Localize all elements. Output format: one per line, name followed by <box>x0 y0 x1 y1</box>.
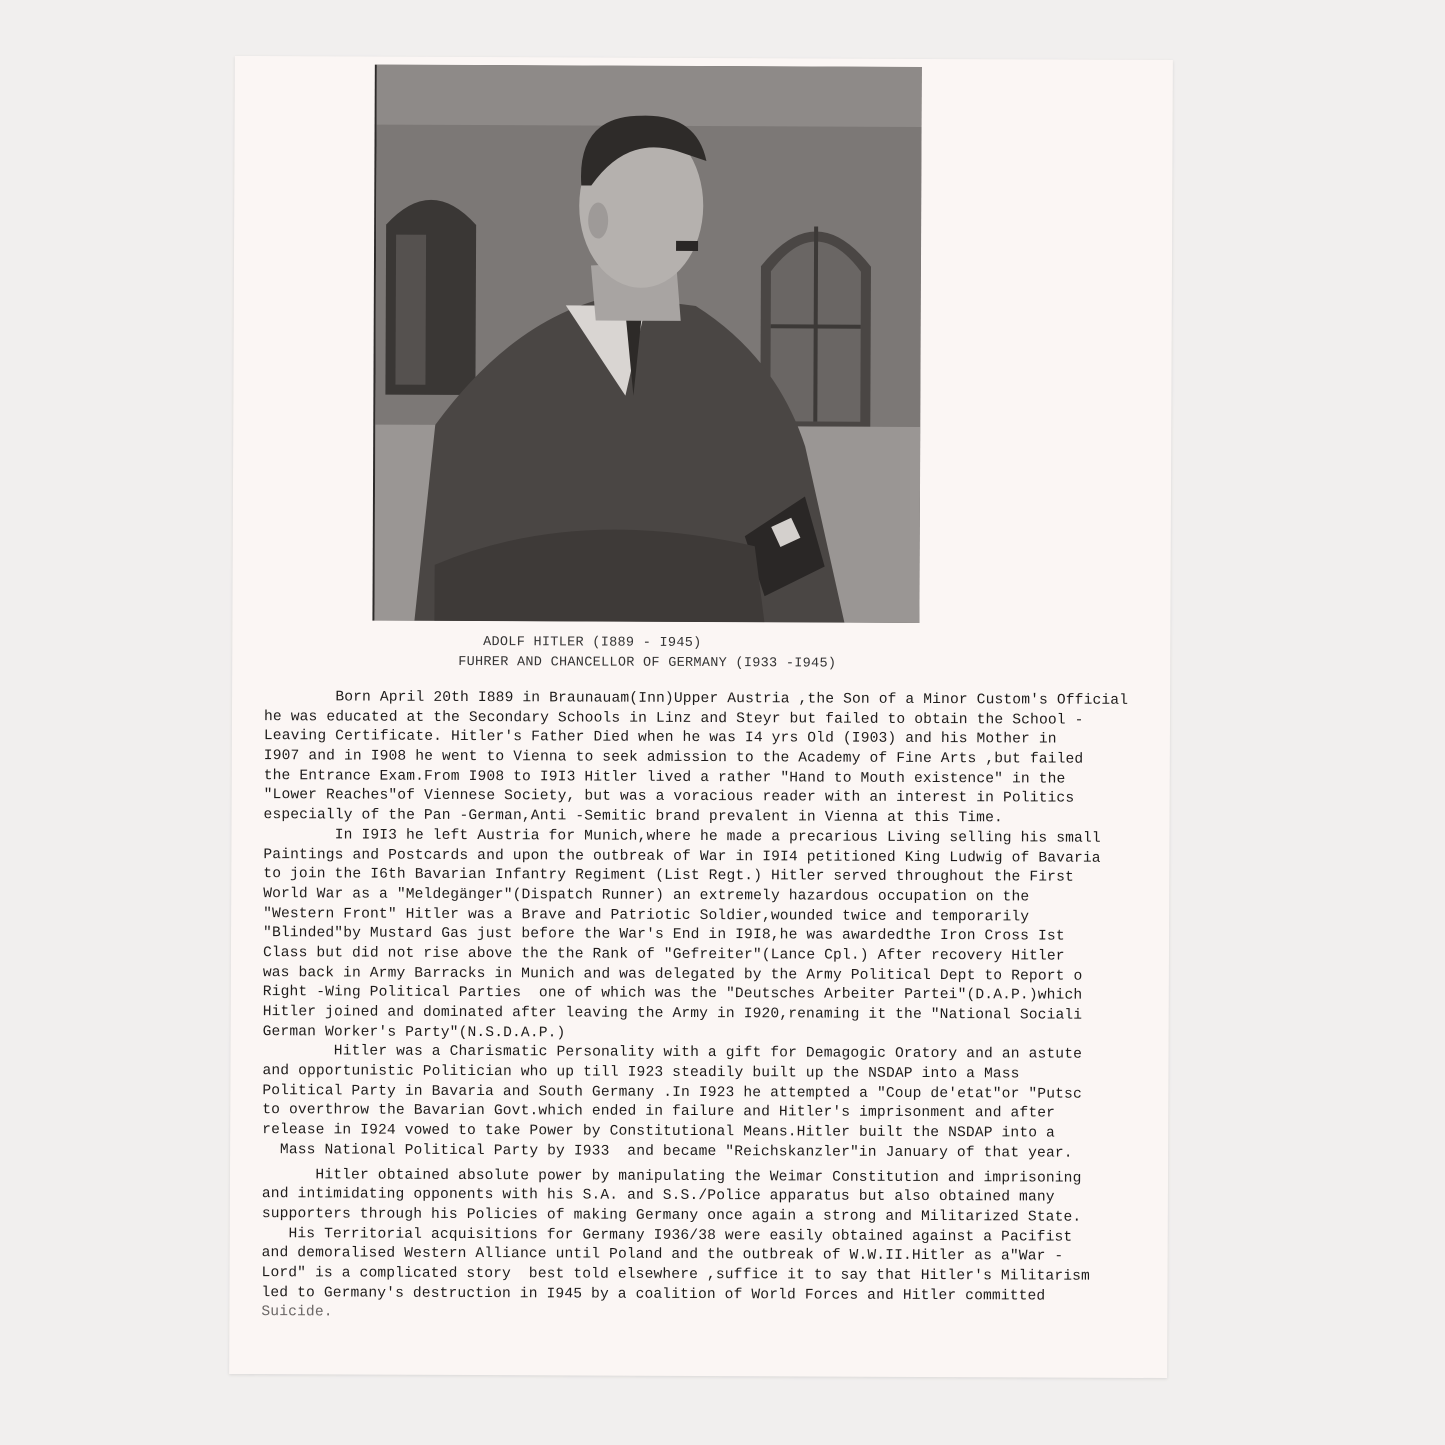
text-line: I907 and in I908 he went to Vienna to seek admission to the Academy of Fine Arts ,but failed <box>263 748 1084 768</box>
text-line: "Blinded"by Mustard Gas just before the War's End in I9I8,he was awardedthe Iron Cross Ist <box>263 925 1065 945</box>
text-line: "Western Front" Hitler was a Brave and Patriotic Soldier,wounded twice and temporarily <box>263 905 1030 925</box>
text-line: Right -Wing Political Parties one of which was the "Deutsches Arbeiter Partei"(D.A.P.)which <box>262 984 1083 1004</box>
text-line: Paintings and Postcards and upon the outbreak of War in I9I4 petitioned King Ludwig of Bavaria <box>263 846 1101 867</box>
document-sheet <box>229 56 1173 1378</box>
text-line: he was educated at the Secondary Schools in Linz and Steyr but failed to obtain the School - <box>263 708 1084 729</box>
text-line: Lord" is a complicated story best told elsewhere ,suffice it to say that Hitler's Militarism <box>261 1265 1091 1285</box>
text-line: to overthrow the Bavarian Govt.which ended in failure and Hitler's imprisonment and after <box>262 1102 1056 1122</box>
text-line: especially of the Pan -German,Anti -Semitic brand prevalent in Vienna at this Time. <box>263 807 1003 827</box>
caption-title: FUHRER AND CHANCELLOR OF GERMANY (I933 -I945) <box>458 654 837 672</box>
text-line: and opportunistic Politician who up till I923 steadily built up the NSDAP into a Mass <box>262 1063 1020 1083</box>
text-line: Hitler was a Charismatic Personality with a gift for Demagogic Oratory and an astute <box>262 1043 1083 1064</box>
typewritten-body <box>261 688 1164 1327</box>
text-line: the Entrance Exam.From I908 to I9I3 Hitler lived a rather "Hand to Mouth existence" in the <box>263 767 1066 788</box>
text-line: German Worker's Party"(N.S.D.A.P.) <box>262 1023 566 1042</box>
text-line: and demoralised Western Alliance until Poland and the outbreak of W.W.II.Hitler as a"War - <box>261 1245 1064 1265</box>
text-line: Hitler obtained absolute power by manipulating the Weimar Constitution and imprisoning <box>261 1166 1082 1187</box>
text-line: supporters through his Policies of making Germany once again a strong and Militarized State. <box>261 1205 1082 1226</box>
text-line: to join the I6th Bavarian Infantry Regiment (List Regt.) Hitler served throughout the First <box>263 866 1074 886</box>
text-line: and intimidating opponents with his S.A. and S.S./Police apparatus but also obtained many <box>261 1186 1055 1206</box>
text-line: "Lower Reaches"of Viennese Society, but was a voracious reader with an interest in Politics <box>263 787 1075 808</box>
text-line: His Territorial acquisitions for Germany I936/38 were easily obtained against a Pacifist <box>261 1225 1073 1246</box>
text-line: Hitler joined and dominated after leaving the Army in I920,renaming it the "National Sociali <box>262 1004 1083 1024</box>
text-line: In I9I3 he left Austria for Munich,where he made a precarious Living selling his small <box>263 826 1101 847</box>
portrait-illustration <box>374 65 921 623</box>
caption-name: ADOLF HITLER (I889 - I945) <box>483 635 702 652</box>
text-line: Class but did not rise above the the Rank of "Gefreiter"(Lance Cpl.) After recovery Hitler <box>262 945 1065 965</box>
text-line: Leaving Certificate. Hitler's Father Died when he was I4 yrs Old (I903) and his Mother in <box>263 728 1057 748</box>
text-line: World War as a "Meldegänger"(Dispatch Runner) an extremely hazardous occupation on the <box>263 885 1030 906</box>
text-line: was back in Army Barracks in Munich and was delegated by the Army Political Dept to Report o <box>262 964 1083 985</box>
text-line-final: Suicide. <box>261 1304 333 1321</box>
portrait-photo <box>372 65 921 623</box>
text-line: release in I924 vowed to take Power by Constitutional Means.Hitler built the NSDAP into a <box>262 1122 1056 1142</box>
text-line: Born April 20th I889 in Braunauam(Inn)Upper Austria ,the Son of a Minor Custom's Official <box>264 689 1129 709</box>
text-line: led to Germany's destruction in I945 by a coalition of World Forces and Hitler committed <box>261 1284 1046 1305</box>
text-line: Mass National Political Party by I933 and became "Reichskanzler"in January of that year. <box>262 1141 1073 1162</box>
text-line: Political Party in Bavaria and South Germany .In I923 he attempted a "Coup de'etat"or "Putsc <box>262 1082 1082 1103</box>
